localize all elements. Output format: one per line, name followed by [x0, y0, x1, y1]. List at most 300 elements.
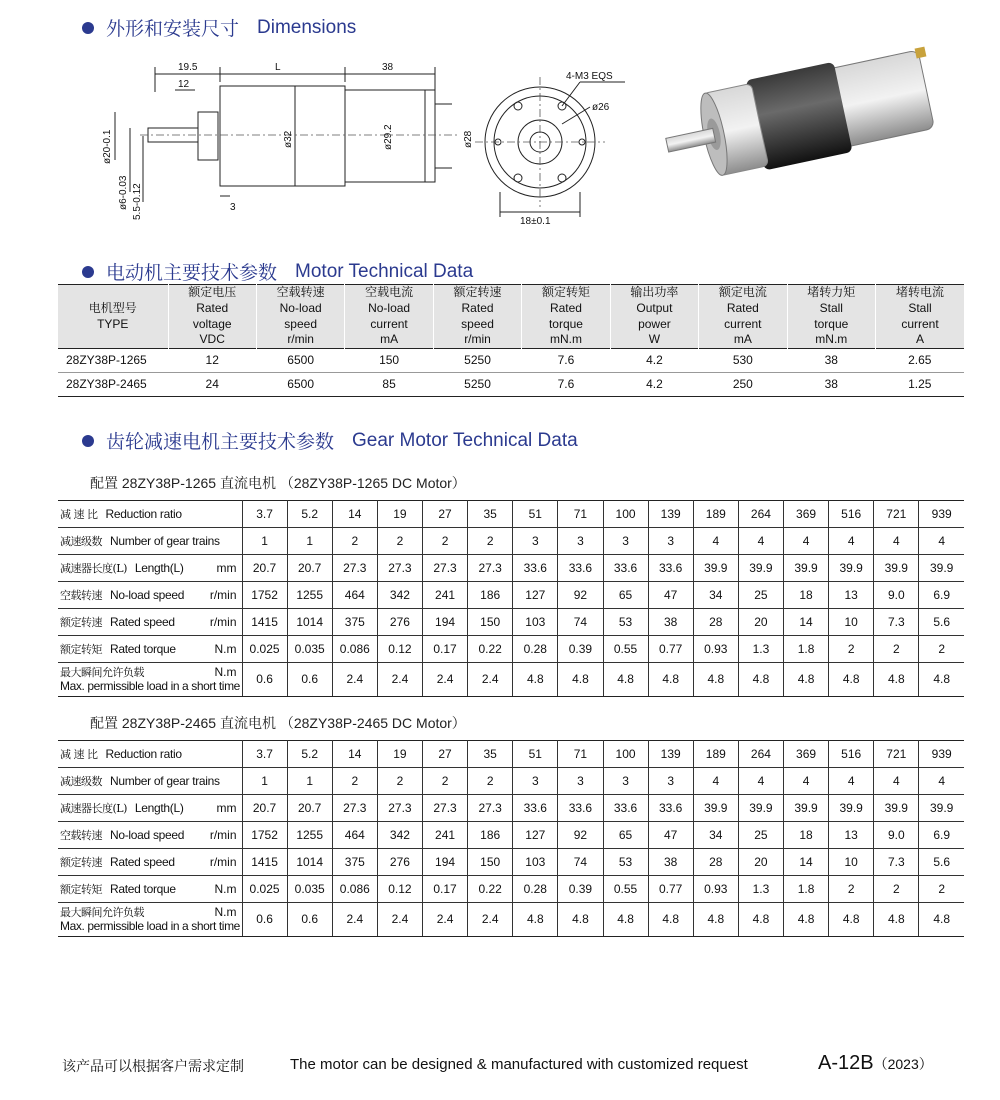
gear-value-cell: 0.39 — [558, 636, 603, 663]
gear-value-cell: 1752 — [242, 582, 287, 609]
gear-value-cell: 65 — [603, 822, 648, 849]
gear-label-unit: r/min — [209, 854, 237, 869]
motor-value-cell: 150 — [379, 353, 400, 368]
gear-value-cell: 33.6 — [513, 795, 558, 822]
gear-value-cell: 2.4 — [332, 663, 377, 697]
gear-label-cn: 最大瞬间允许负载 — [60, 905, 144, 919]
gear-label-cn: 减 速 比 — [60, 507, 98, 521]
gear-value-cell: 39.9 — [919, 555, 964, 582]
motor-header-line: W — [648, 332, 661, 347]
gear-value-cell: 25 — [738, 582, 783, 609]
gear-value-cell: 939 — [919, 741, 964, 768]
gear-title — [82, 427, 578, 454]
gear-value-cell: 0.035 — [287, 876, 332, 903]
motor-header-line: r/min — [287, 332, 314, 347]
motor-header-line: 空载转速 — [276, 285, 325, 300]
motor-header-line: 额定电压 — [188, 285, 237, 300]
motor-header-line: No-load — [279, 300, 322, 315]
bullet-icon — [82, 22, 94, 34]
gear-value-cell: 2.4 — [377, 663, 422, 697]
gear-value-cell: 7.3 — [874, 849, 919, 876]
gear-value-cell: 6.9 — [919, 582, 964, 609]
gear-value-cell: 27.3 — [423, 795, 468, 822]
motor-value-cell: 4.2 — [610, 373, 698, 397]
gear-row-label — [58, 876, 242, 903]
motor-header-line: 额定转矩 — [541, 285, 590, 300]
gear-value-cell: 0.035 — [287, 636, 332, 663]
gear-value-cell: 10 — [829, 849, 874, 876]
gear-value-cell: 20.7 — [242, 795, 287, 822]
gear-value-cell: 2 — [468, 768, 513, 795]
gear-row-label — [58, 768, 242, 795]
gear-table-row — [58, 768, 964, 795]
gear-value-cell: 4 — [784, 768, 829, 795]
gear-value-cell: 375 — [332, 849, 377, 876]
gear-value-cell: 4.8 — [603, 903, 648, 937]
gear-value-cell: 264 — [738, 501, 783, 528]
gear-value-cell: 342 — [377, 582, 422, 609]
motor-header-cell — [522, 285, 610, 349]
gear-value-cell: 139 — [648, 501, 693, 528]
dim-phi20: ø20-0.1 — [102, 129, 113, 164]
gear-value-cell: 2 — [423, 768, 468, 795]
dim-phi26: ø26 — [592, 102, 610, 113]
gear-table-row — [58, 555, 964, 582]
gear-label-unit: N.m — [214, 881, 237, 896]
gear-table-row — [58, 795, 964, 822]
motor-header-cell — [876, 285, 965, 349]
gear-value-cell: 33.6 — [648, 555, 693, 582]
gear-label-en: No-load speed — [110, 827, 185, 842]
gear-value-cell: 1014 — [287, 849, 332, 876]
gear-value-cell: 27 — [423, 741, 468, 768]
gear-table-row — [58, 822, 964, 849]
motor-header-line: current — [724, 316, 762, 331]
gear-value-cell: 2.4 — [423, 903, 468, 937]
gear-value-cell: 4 — [919, 768, 964, 795]
gear-value-cell: 53 — [603, 609, 648, 636]
gear-label-en: Number of gear trains — [110, 773, 220, 788]
gear-value-cell: 39.9 — [874, 795, 919, 822]
gear-value-cell: 721 — [874, 741, 919, 768]
gear-config-1: 配置 28ZY38P-1265 直流电机 （28ZY38P-1265 DC Motor） — [90, 475, 466, 491]
gear-value-cell: 0.39 — [558, 876, 603, 903]
motor-header-line: mA — [733, 332, 752, 347]
gear-label-cn: 减 速 比 — [60, 747, 98, 761]
page-year: （2023） — [873, 1056, 933, 1072]
motor-header-cell — [58, 285, 168, 349]
dim-5.5: 5.5-0.12 — [132, 183, 143, 220]
motor-value-cell: 24 — [168, 373, 256, 397]
gear-label-cn: 减速级数 — [60, 774, 102, 788]
gear-value-cell: 3 — [513, 768, 558, 795]
gear-value-cell: 20 — [738, 609, 783, 636]
gear-value-cell: 27.3 — [468, 795, 513, 822]
gear-value-cell: 53 — [603, 849, 648, 876]
gear-value-cell: 27.3 — [423, 555, 468, 582]
motor-value-cell: 1.25 — [876, 373, 965, 397]
motor-value-cell: 7.6 — [522, 373, 610, 397]
gear-config-2: 配置 28ZY38P-2465 直流电机 （28ZY38P-2465 DC Motor） — [90, 715, 466, 731]
gear-value-cell: 65 — [603, 582, 648, 609]
gear-value-cell: 6.9 — [919, 822, 964, 849]
motor-value-cell: 6500 — [287, 353, 314, 368]
gear-value-cell: 7.3 — [874, 609, 919, 636]
motor-value-cell: 530 — [732, 353, 753, 368]
gear-value-cell: 0.77 — [648, 636, 693, 663]
gear-value-cell: 3 — [603, 768, 648, 795]
motor-table-row — [58, 373, 964, 397]
gear-value-cell: 33.6 — [558, 795, 603, 822]
gear-value-cell: 4 — [693, 528, 738, 555]
gear-value-cell: 4.8 — [874, 663, 919, 697]
gear-value-cell: 28 — [693, 609, 738, 636]
dimension-drawing — [80, 52, 640, 232]
page-number — [818, 1052, 933, 1075]
motor-type-cell: 28ZY38P-1265 — [66, 353, 147, 368]
motor-header-line: 额定转速 — [453, 285, 502, 300]
gear-label-cn: 减速器长度(L) — [60, 561, 127, 575]
gear-value-cell: 3 — [648, 528, 693, 555]
gear-value-cell: 4.8 — [738, 663, 783, 697]
gear-value-cell: 0.086 — [332, 876, 377, 903]
gear-value-cell: 1752 — [242, 822, 287, 849]
gear-value-cell: 5.2 — [287, 741, 332, 768]
gear-value-cell: 1 — [242, 768, 287, 795]
gear-label-cn: 减速级数 — [60, 534, 102, 548]
gear-value-cell: 47 — [648, 822, 693, 849]
gear-value-cell: 0.086 — [332, 636, 377, 663]
gear-value-cell: 5.6 — [919, 849, 964, 876]
gear-value-cell: 516 — [829, 501, 874, 528]
gear-value-cell: 33.6 — [648, 795, 693, 822]
gear-label-unit: r/min — [209, 827, 237, 842]
motor-header-line: Rated — [196, 300, 229, 315]
gear-value-cell: 4 — [919, 528, 964, 555]
gear-row-label — [58, 636, 242, 663]
motor-header-line: 堵转电流 — [895, 285, 944, 300]
gear-value-cell: 939 — [919, 501, 964, 528]
gear-value-cell: 2 — [377, 768, 422, 795]
gear-value-cell: 39.9 — [829, 795, 874, 822]
gear-label-unit: N.m — [214, 664, 237, 679]
gear-value-cell: 2 — [919, 876, 964, 903]
gear-value-cell: 35 — [468, 741, 513, 768]
gear-value-cell: 1 — [242, 528, 287, 555]
gear-value-cell: 4.8 — [738, 903, 783, 937]
gear-value-cell: 516 — [829, 741, 874, 768]
motor-header-line: Rated — [549, 300, 582, 315]
gear-value-cell: 33.6 — [603, 795, 648, 822]
gear-table-row — [58, 609, 964, 636]
gear-value-cell: 2.4 — [468, 903, 513, 937]
gear-value-cell: 27.3 — [377, 795, 422, 822]
gear-row-label — [58, 609, 242, 636]
gear-value-cell: 100 — [603, 501, 648, 528]
motor-header-line: 电机型号 — [88, 300, 137, 315]
motor-header-cell — [787, 285, 875, 349]
gear-value-cell: 71 — [558, 741, 603, 768]
gear-value-cell: 0.22 — [468, 876, 513, 903]
motor-header-cell — [699, 285, 787, 349]
motor-header-line: speed — [461, 316, 494, 331]
gear-value-cell: 38 — [648, 849, 693, 876]
gear-value-cell: 127 — [513, 582, 558, 609]
gear-value-cell: 38 — [648, 609, 693, 636]
motor-title-cn: 电动机主要技术参数 — [106, 262, 278, 284]
gear-value-cell: 19 — [377, 501, 422, 528]
gear-value-cell: 4.8 — [558, 903, 603, 937]
gear-label-unit: r/min — [209, 587, 237, 602]
gear-value-cell: 241 — [423, 582, 468, 609]
gear-value-cell: 0.6 — [287, 663, 332, 697]
gear-value-cell: 264 — [738, 741, 783, 768]
gear-value-cell: 18 — [784, 822, 829, 849]
gear-value-cell: 4.8 — [513, 663, 558, 697]
gear-value-cell: 4 — [829, 528, 874, 555]
gear-value-cell: 74 — [558, 609, 603, 636]
motor-header-line: VDC — [199, 332, 225, 347]
gear-value-cell: 4 — [829, 768, 874, 795]
dim-3: 3 — [230, 202, 236, 213]
dimensions-title-cn: 外形和安装尺寸 — [106, 18, 240, 40]
gear-value-cell: 1 — [287, 768, 332, 795]
gear-value-cell: 39.9 — [693, 555, 738, 582]
gear-value-cell: 27 — [423, 501, 468, 528]
gear-value-cell: 2 — [423, 528, 468, 555]
gear-value-cell: 186 — [468, 822, 513, 849]
gear-value-cell: 100 — [603, 741, 648, 768]
motor-value-cell: 38 — [824, 353, 838, 368]
gear-value-cell: 27.3 — [377, 555, 422, 582]
gear-value-cell: 13 — [829, 582, 874, 609]
gear-value-cell: 2.4 — [332, 903, 377, 937]
gear-value-cell: 276 — [377, 609, 422, 636]
gear-value-cell: 39.9 — [919, 795, 964, 822]
gear-value-cell: 4.8 — [558, 663, 603, 697]
motor-header-line: TYPE — [97, 316, 129, 331]
gear-value-cell: 0.6 — [287, 903, 332, 937]
gear-value-cell: 34 — [693, 582, 738, 609]
gear-value-cell: 10 — [829, 609, 874, 636]
gear-value-cell: 2 — [377, 528, 422, 555]
gear-value-cell: 0.025 — [242, 876, 287, 903]
dimensions-title — [82, 14, 356, 41]
gear-label-en: Max. permissible load in a short time — [60, 918, 240, 933]
gear-value-cell: 33.6 — [558, 555, 603, 582]
gear-label-cn: 额定转速 — [60, 615, 102, 629]
motor-header-line: mA — [380, 332, 399, 347]
motor-header-line: current — [901, 316, 939, 331]
gear-label-en: Rated speed — [110, 854, 175, 869]
gear-value-cell: 369 — [784, 741, 829, 768]
gear-table-row — [58, 663, 964, 697]
gear-value-cell: 39.9 — [874, 555, 919, 582]
gear-value-cell: 14 — [332, 501, 377, 528]
motor-value-cell: 4.2 — [646, 353, 663, 368]
gear-value-cell: 375 — [332, 609, 377, 636]
gear-value-cell: 1014 — [287, 609, 332, 636]
gear-label-cn: 空载转速 — [60, 588, 102, 602]
motor-header-line: 空载电流 — [365, 285, 414, 300]
gear-value-cell: 2 — [919, 636, 964, 663]
gear-value-cell: 20.7 — [242, 555, 287, 582]
gear-label-cn: 额定转矩 — [60, 882, 102, 896]
gear-value-cell: 127 — [513, 822, 558, 849]
gear-label-en: Reduction ratio — [105, 746, 182, 761]
motor-table-header — [58, 285, 964, 349]
gear-value-cell: 150 — [468, 609, 513, 636]
motor-header-line: Stall — [819, 300, 843, 315]
gear-value-cell: 9.0 — [874, 822, 919, 849]
gear-value-cell: 342 — [377, 822, 422, 849]
gear-value-cell: 14 — [784, 609, 829, 636]
gear-value-cell: 4 — [738, 528, 783, 555]
page-code: A-12B — [818, 1052, 874, 1074]
gear-value-cell: 139 — [648, 741, 693, 768]
gear-value-cell: 0.17 — [423, 636, 468, 663]
motor-header-line: mN.m — [815, 332, 848, 347]
gear-value-cell: 186 — [468, 582, 513, 609]
gear-value-cell: 2 — [468, 528, 513, 555]
motor-header-line: current — [370, 316, 408, 331]
motor-data-table — [58, 284, 964, 397]
motor-header-line: torque — [548, 316, 583, 331]
gear-value-cell: 0.22 — [468, 636, 513, 663]
motor-value-cell: 250 — [699, 373, 787, 397]
gear-table-row — [58, 582, 964, 609]
gear-value-cell: 4 — [693, 768, 738, 795]
gear-label-cn: 额定转速 — [60, 855, 102, 869]
gear-value-cell: 18 — [784, 582, 829, 609]
gear-value-cell: 92 — [558, 582, 603, 609]
gear-value-cell: 39.9 — [784, 555, 829, 582]
gear-value-cell: 3.7 — [242, 501, 287, 528]
gear-value-cell: 39.9 — [738, 555, 783, 582]
gear-value-cell: 0.12 — [377, 636, 422, 663]
gear-value-cell: 33.6 — [603, 555, 648, 582]
gear-value-cell: 14 — [784, 849, 829, 876]
gear-row-label — [58, 663, 242, 697]
gear-value-cell: 3 — [603, 528, 648, 555]
dim-phi32: ø32 — [283, 130, 294, 148]
gear-label-en: No-load speed — [110, 587, 185, 602]
gear-value-cell: 0.28 — [513, 876, 558, 903]
gear-label-en: Length(L) — [134, 800, 184, 815]
gear-label-cn: 空载转速 — [60, 828, 102, 842]
gear-value-cell: 39.9 — [784, 795, 829, 822]
motor-header-line: power — [638, 316, 671, 331]
motor-photo — [655, 45, 955, 195]
gear-label-en: Rated torque — [110, 881, 176, 896]
motor-header-line: mN.m — [549, 332, 582, 347]
gear-value-cell: 3 — [648, 768, 693, 795]
gear-label-unit: mm — [216, 560, 237, 575]
gear-value-cell: 0.28 — [513, 636, 558, 663]
motor-header-line: 输出功率 — [630, 285, 679, 300]
gear-value-cell: 14 — [332, 741, 377, 768]
gear-value-cell: 241 — [423, 822, 468, 849]
gear-label-cn: 最大瞬间允许负载 — [60, 665, 144, 679]
gear-value-cell: 4.8 — [874, 903, 919, 937]
gear-value-cell: 20.7 — [287, 795, 332, 822]
dim-phi6: ø6-0.03 — [118, 175, 129, 210]
gear-value-cell: 20 — [738, 849, 783, 876]
gear-table-row — [58, 636, 964, 663]
motor-header-cell — [345, 285, 433, 349]
gear-value-cell: 4.8 — [693, 663, 738, 697]
gear-value-cell: 71 — [558, 501, 603, 528]
gear-value-cell: 0.17 — [423, 876, 468, 903]
gear-value-cell: 1415 — [242, 609, 287, 636]
dim-phi29.2: ø29.2 — [383, 124, 394, 150]
motor-header-line: 堵转力矩 — [807, 285, 856, 300]
gear-label-unit: mm — [216, 800, 237, 815]
gear-value-cell: 1.8 — [784, 876, 829, 903]
gear-value-cell: 2.4 — [377, 903, 422, 937]
gear-label-en: Max. permissible load in a short time — [60, 678, 240, 693]
gear-value-cell: 0.025 — [242, 636, 287, 663]
motor-header-line: r/min — [464, 332, 491, 347]
gear-value-cell: 39.9 — [829, 555, 874, 582]
motor-value-cell: 7.6 — [557, 353, 575, 368]
gear-row-label — [58, 582, 242, 609]
gear-value-cell: 92 — [558, 822, 603, 849]
gear-value-cell: 189 — [693, 741, 738, 768]
dim-19.5: 19.5 — [178, 62, 198, 73]
gear-value-cell: 1.8 — [784, 636, 829, 663]
gear-value-cell: 4 — [874, 768, 919, 795]
dim-phi28: ø28 — [463, 130, 474, 148]
motor-header-line: Rated — [726, 300, 759, 315]
gear-label-en: Number of gear trains — [110, 533, 220, 548]
gear-value-cell: 51 — [513, 741, 558, 768]
gear-value-cell: 150 — [468, 849, 513, 876]
gear-value-cell: 35 — [468, 501, 513, 528]
gear-table-row — [58, 849, 964, 876]
motor-value-cell: 6500 — [256, 373, 344, 397]
gear-data-table-1265 — [58, 500, 964, 697]
gear-value-cell: 2 — [874, 636, 919, 663]
motor-header-line: 额定电流 — [718, 285, 767, 300]
gear-value-cell: 27.3 — [332, 555, 377, 582]
motor-title-en: Motor Technical Data — [295, 260, 474, 282]
gear-data-table-2465 — [58, 740, 964, 937]
motor-header-cell — [168, 285, 256, 349]
gear-value-cell: 0.12 — [377, 876, 422, 903]
gear-value-cell: 0.93 — [693, 636, 738, 663]
motor-value-cell: 12 — [205, 353, 219, 368]
motor-type-cell: 28ZY38P-2465 — [58, 373, 168, 397]
motor-header-cell — [610, 285, 698, 349]
dim-m3: 4-M3 EQS — [566, 71, 613, 82]
motor-header-line: Rated — [461, 300, 494, 315]
gear-label-en: Rated speed — [110, 614, 175, 629]
gear-value-cell: 4.8 — [513, 903, 558, 937]
gear-value-cell: 189 — [693, 501, 738, 528]
motor-header-line: Output — [636, 300, 673, 315]
gear-value-cell: 2 — [332, 768, 377, 795]
gear-value-cell: 4.8 — [784, 903, 829, 937]
gear-value-cell: 4.8 — [829, 903, 874, 937]
gear-value-cell: 1.3 — [738, 636, 783, 663]
gear-value-cell: 3 — [558, 528, 603, 555]
gear-value-cell: 5.6 — [919, 609, 964, 636]
dim-L: L — [275, 62, 281, 73]
gear-value-cell: 0.55 — [603, 636, 648, 663]
gear-value-cell: 2 — [829, 876, 874, 903]
motor-header-line: torque — [814, 316, 849, 331]
